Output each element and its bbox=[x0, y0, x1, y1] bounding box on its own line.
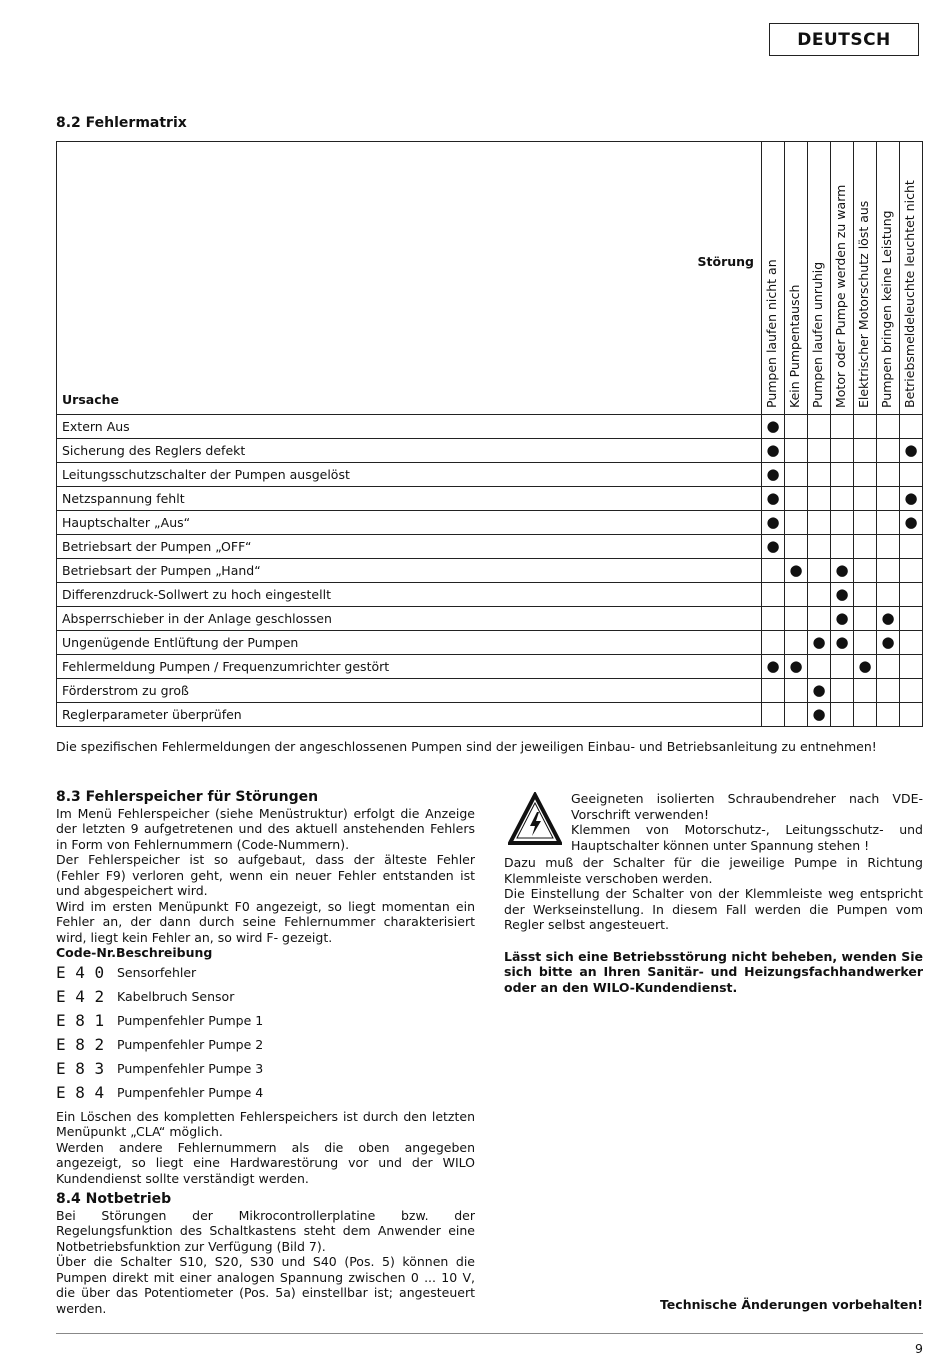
cause-cell: Förderstrom zu groß bbox=[57, 679, 762, 703]
matrix-row bbox=[57, 655, 923, 679]
matrix-empty-cell bbox=[854, 535, 877, 559]
matrix-row bbox=[57, 487, 923, 511]
matrix-empty-cell bbox=[877, 559, 900, 583]
cause-cell: Sicherung des Reglers defekt bbox=[57, 439, 762, 463]
matrix-empty-cell bbox=[808, 415, 831, 439]
matrix-bullet: ● bbox=[762, 655, 785, 679]
matrix-empty-cell bbox=[877, 415, 900, 439]
matrix-empty-cell bbox=[854, 559, 877, 583]
matrix-empty-cell bbox=[854, 487, 877, 511]
column-label: Kein Pumpentausch bbox=[787, 284, 802, 408]
matrix-empty-cell bbox=[900, 535, 923, 559]
matrix-empty-cell bbox=[831, 535, 854, 559]
paragraph: Ein Löschen des kompletten Fehlerspeichers ist durch den letzten Menüpunkt „CLA“ möglich. bbox=[56, 1108, 475, 1139]
matrix-bullet: ● bbox=[831, 607, 854, 631]
matrix-empty-cell bbox=[900, 655, 923, 679]
matrix-bullet: ● bbox=[762, 439, 785, 463]
warning-line-2: Klemmen von Motorschutz-, Leitungsschutz- und Hauptschalter können unter Spannung stehen ! bbox=[571, 822, 923, 853]
matrix-empty-cell bbox=[877, 703, 900, 727]
column-label: Pumpen bringen keine Leistung bbox=[879, 210, 894, 408]
matrix-empty-cell bbox=[854, 679, 877, 703]
matrix-empty-cell bbox=[854, 583, 877, 607]
matrix-column-header bbox=[900, 142, 923, 415]
matrix-empty-cell bbox=[808, 487, 831, 511]
matrix-bullet: ● bbox=[808, 703, 831, 727]
matrix-empty-cell bbox=[900, 703, 923, 727]
matrix-row bbox=[57, 679, 923, 703]
matrix-empty-cell bbox=[900, 679, 923, 703]
matrix-column-header bbox=[877, 142, 900, 415]
matrix-row bbox=[57, 559, 923, 583]
matrix-empty-cell bbox=[831, 463, 854, 487]
matrix-empty-cell bbox=[785, 439, 808, 463]
matrix-empty-cell bbox=[762, 631, 785, 655]
matrix-column-header bbox=[808, 142, 831, 415]
left-column bbox=[56, 790, 475, 1316]
matrix-empty-cell bbox=[785, 487, 808, 511]
column-label: Pumpen laufen nicht an bbox=[764, 259, 779, 408]
cause-cell: Betriebsart der Pumpen „OFF“ bbox=[57, 535, 762, 559]
matrix-bullet: ● bbox=[900, 439, 923, 463]
matrix-bullet: ● bbox=[762, 487, 785, 511]
codes-header: Code-Nr.Beschreibung bbox=[56, 945, 213, 960]
section-title-fehlermatrix: 8.2 Fehlermatrix bbox=[56, 115, 187, 131]
cause-cell: Reglerparameter überprüfen bbox=[57, 703, 762, 727]
matrix-bullet: ● bbox=[854, 655, 877, 679]
error-description: Pumpenfehler Pumpe 4 bbox=[117, 1084, 264, 1100]
matrix-empty-cell bbox=[785, 679, 808, 703]
error-code: E 8 4 bbox=[56, 1082, 105, 1102]
matrix-empty-cell bbox=[877, 535, 900, 559]
matrix-bullet: ● bbox=[762, 511, 785, 535]
warning-text bbox=[571, 791, 923, 853]
matrix-bullet: ● bbox=[900, 487, 923, 511]
matrix-empty-cell bbox=[785, 703, 808, 727]
technical-changes-note: Technische Änderungen vorbehalten! bbox=[659, 1297, 923, 1312]
column-label: Pumpen laufen unruhig bbox=[810, 261, 825, 408]
paragraph: Im Menü Fehlerspeicher (siehe Menüstruktur) erfolgt die Anzeige der letzten 9 aufgetretenen und des aktuell anstehenden Fehlers in Form von Fehlernummern (Code-Nummern). bbox=[56, 805, 475, 852]
matrix-empty-cell bbox=[808, 511, 831, 535]
error-description: Pumpenfehler Pumpe 1 bbox=[117, 1012, 264, 1028]
matrix-empty-cell bbox=[900, 607, 923, 631]
error-description: Pumpenfehler Pumpe 2 bbox=[117, 1036, 264, 1052]
matrix-empty-cell bbox=[900, 463, 923, 487]
matrix-header-row bbox=[57, 142, 923, 415]
cause-cell: Absperrschieber in der Anlage geschlossen bbox=[57, 607, 762, 631]
matrix-column-header bbox=[854, 142, 877, 415]
matrix-empty-cell bbox=[762, 703, 785, 727]
matrix-empty-cell bbox=[900, 415, 923, 439]
matrix-empty-cell bbox=[808, 559, 831, 583]
matrix-empty-cell bbox=[900, 559, 923, 583]
code-row bbox=[56, 985, 475, 1009]
matrix-empty-cell bbox=[762, 583, 785, 607]
footer-divider bbox=[56, 1333, 923, 1334]
paragraph: Werden andere Fehlernummern als die oben angegeben angezeigt, so liegt eine Hardwarestörung vor und der WILO Kundendienst sollte verständigt werden. bbox=[56, 1139, 475, 1186]
matrix-bullet: ● bbox=[877, 631, 900, 655]
matrix-bullet: ● bbox=[831, 631, 854, 655]
paragraph: Bei Störungen der Mikrocontrollerplatine bzw. der Regelungsfunktion des Schaltkastens steht dem Anwender eine Notbetriebsfunktion zur Verfügung (Bild 7). bbox=[56, 1207, 475, 1254]
matrix-empty-cell bbox=[808, 439, 831, 463]
paragraph: Die Einstellung der Schalter von der Klemmleiste weg entspricht der Werkseinstellung. In diesem Fall werden die Pumpen vom Regler selbst angesteuert. bbox=[504, 886, 923, 932]
matrix-header-cause-cell bbox=[57, 142, 762, 415]
matrix-empty-cell bbox=[831, 511, 854, 535]
matrix-empty-cell bbox=[785, 631, 808, 655]
matrix-empty-cell bbox=[785, 415, 808, 439]
matrix-empty-cell bbox=[900, 583, 923, 607]
matrix-column-header bbox=[785, 142, 808, 415]
matrix-empty-cell bbox=[808, 607, 831, 631]
matrix-bullet: ● bbox=[785, 655, 808, 679]
matrix-bullet: ● bbox=[762, 415, 785, 439]
error-code: E 4 2 bbox=[56, 986, 105, 1006]
matrix-row bbox=[57, 583, 923, 607]
matrix-row bbox=[57, 535, 923, 559]
matrix-empty-cell bbox=[854, 439, 877, 463]
code-row bbox=[56, 1009, 475, 1033]
matrix-bullet: ● bbox=[877, 607, 900, 631]
matrix-empty-cell bbox=[877, 583, 900, 607]
matrix-bullet: ● bbox=[831, 583, 854, 607]
matrix-row bbox=[57, 439, 923, 463]
matrix-row bbox=[57, 607, 923, 631]
matrix-bullet: ● bbox=[808, 631, 831, 655]
matrix-empty-cell bbox=[808, 583, 831, 607]
cause-cell: Differenzdruck-Sollwert zu hoch eingestellt bbox=[57, 583, 762, 607]
error-code: E 8 3 bbox=[56, 1058, 105, 1078]
matrix-empty-cell bbox=[785, 535, 808, 559]
code-row bbox=[56, 1033, 475, 1057]
error-code: E 8 2 bbox=[56, 1034, 105, 1054]
matrix-bullet: ● bbox=[808, 679, 831, 703]
section-title-notbetrieb: 8.4 Notbetrieb bbox=[56, 1191, 172, 1207]
error-description: Pumpenfehler Pumpe 3 bbox=[117, 1060, 264, 1076]
matrix-bullet: ● bbox=[762, 463, 785, 487]
cause-cell: Betriebsart der Pumpen „Hand“ bbox=[57, 559, 762, 583]
matrix-empty-cell bbox=[785, 607, 808, 631]
matrix-empty-cell bbox=[854, 463, 877, 487]
code-row bbox=[56, 961, 475, 985]
matrix-empty-cell bbox=[877, 439, 900, 463]
code-row bbox=[56, 1057, 475, 1081]
matrix-empty-cell bbox=[785, 511, 808, 535]
matrix-empty-cell bbox=[762, 559, 785, 583]
matrix-empty-cell bbox=[762, 607, 785, 631]
matrix-empty-cell bbox=[854, 511, 877, 535]
matrix-empty-cell bbox=[877, 679, 900, 703]
matrix-column-header bbox=[762, 142, 785, 415]
matrix-row bbox=[57, 703, 923, 727]
matrix-bullet: ● bbox=[831, 559, 854, 583]
matrix-empty-cell bbox=[854, 607, 877, 631]
matrix-empty-cell bbox=[831, 439, 854, 463]
matrix-empty-cell bbox=[831, 655, 854, 679]
matrix-row bbox=[57, 631, 923, 655]
cause-cell: Leitungsschutzschalter der Pumpen ausgelöst bbox=[57, 463, 762, 487]
paragraph: Der Fehlerspeicher ist so aufgebaut, dass der älteste Fehler (Fehler F9) verloren geht, wenn ein neuer Fehler entstanden ist und abgespeichert wird. bbox=[56, 852, 475, 898]
error-description: Sensorfehler bbox=[117, 964, 197, 980]
matrix-empty-cell bbox=[877, 463, 900, 487]
matrix-empty-cell bbox=[831, 487, 854, 511]
matrix-empty-cell bbox=[900, 631, 923, 655]
matrix-empty-cell bbox=[785, 463, 808, 487]
matrix-bullet: ● bbox=[900, 511, 923, 535]
high-voltage-warning-icon bbox=[508, 792, 562, 846]
matrix-empty-cell bbox=[854, 631, 877, 655]
codes-list bbox=[56, 961, 475, 1105]
paragraph: Wird im ersten Menüpunkt F0 angezeigt, so liegt momentan ein Fehler an, der dann durch seine Fehlernummer charakterisiert wird, liegt kein Fehler an, so wird F- gezeigt. bbox=[56, 898, 475, 945]
matrix-column-header bbox=[831, 142, 854, 415]
code-row bbox=[56, 1081, 475, 1105]
matrix-empty-cell bbox=[877, 511, 900, 535]
matrix-empty-cell bbox=[877, 487, 900, 511]
cause-cell: Hauptschalter „Aus“ bbox=[57, 511, 762, 535]
paragraph: Über die Schalter S10, S20, S30 und S40 (Pos. 5) können die Pumpen direkt mit einer analogen Spannung zwischen 0 ... 10 V, die über das Potentiometer (Pos. 5a) einstellbar ist; angesteuert werden. bbox=[56, 1254, 475, 1316]
matrix-empty-cell bbox=[831, 679, 854, 703]
matrix-bullet: ● bbox=[762, 535, 785, 559]
cause-cell: Netzspannung fehlt bbox=[57, 487, 762, 511]
matrix-note: Die spezifischen Fehlermeldungen der angeschlossenen Pumpen sind der jeweiligen Einbau- und Betriebsanleitung zu entnehmen! bbox=[56, 739, 877, 754]
matrix-empty-cell bbox=[877, 655, 900, 679]
error-matrix-table bbox=[56, 141, 923, 727]
ursache-label: Ursache bbox=[62, 392, 119, 407]
column-label: Betriebsmeldeleuchte leuchtet nicht bbox=[902, 180, 917, 408]
matrix-empty-cell bbox=[831, 703, 854, 727]
cause-cell: Fehlermeldung Pumpen / Frequenzumrichter gestört bbox=[57, 655, 762, 679]
warning-line-1: Geeigneten isolierten Schraubendreher nach VDE-Vorschrift verwenden! bbox=[571, 791, 923, 822]
cause-cell: Extern Aus bbox=[57, 415, 762, 439]
column-label: Elektrischer Motorschutz löst aus bbox=[856, 200, 871, 408]
matrix-empty-cell bbox=[808, 655, 831, 679]
matrix-empty-cell bbox=[831, 415, 854, 439]
right-column bbox=[504, 855, 923, 995]
column-label: Motor oder Pumpe werden zu warm bbox=[833, 184, 848, 408]
error-code: E 4 0 bbox=[56, 962, 105, 982]
cause-cell: Ungenügende Entlüftung der Pumpen bbox=[57, 631, 762, 655]
matrix-row bbox=[57, 463, 923, 487]
language-label: DEUTSCH bbox=[769, 23, 919, 56]
section-title-fehlerspeicher: 8.3 Fehlerspeicher für Störungen bbox=[56, 789, 319, 805]
matrix-bullet: ● bbox=[785, 559, 808, 583]
error-code: E 8 1 bbox=[56, 1010, 105, 1030]
matrix-empty-cell bbox=[762, 679, 785, 703]
matrix-empty-cell bbox=[854, 415, 877, 439]
matrix-row bbox=[57, 415, 923, 439]
matrix-empty-cell bbox=[854, 703, 877, 727]
matrix-empty-cell bbox=[808, 535, 831, 559]
matrix-empty-cell bbox=[785, 583, 808, 607]
service-note: Lässt sich eine Betriebsstörung nicht beheben, wenden Sie sich bitte an Ihren Sanitär- und Heizungsfachhandwerker oder an den WILO-Kundendienst. bbox=[504, 948, 923, 995]
matrix-row bbox=[57, 511, 923, 535]
stoerung-label: Störung bbox=[697, 254, 754, 269]
page-number: 9 bbox=[915, 1341, 923, 1356]
paragraph: Dazu muß der Schalter für die jeweilige Pumpe in Richtung Klemmleiste verschoben werden. bbox=[504, 855, 923, 886]
matrix-empty-cell bbox=[808, 463, 831, 487]
error-description: Kabelbruch Sensor bbox=[117, 988, 235, 1004]
